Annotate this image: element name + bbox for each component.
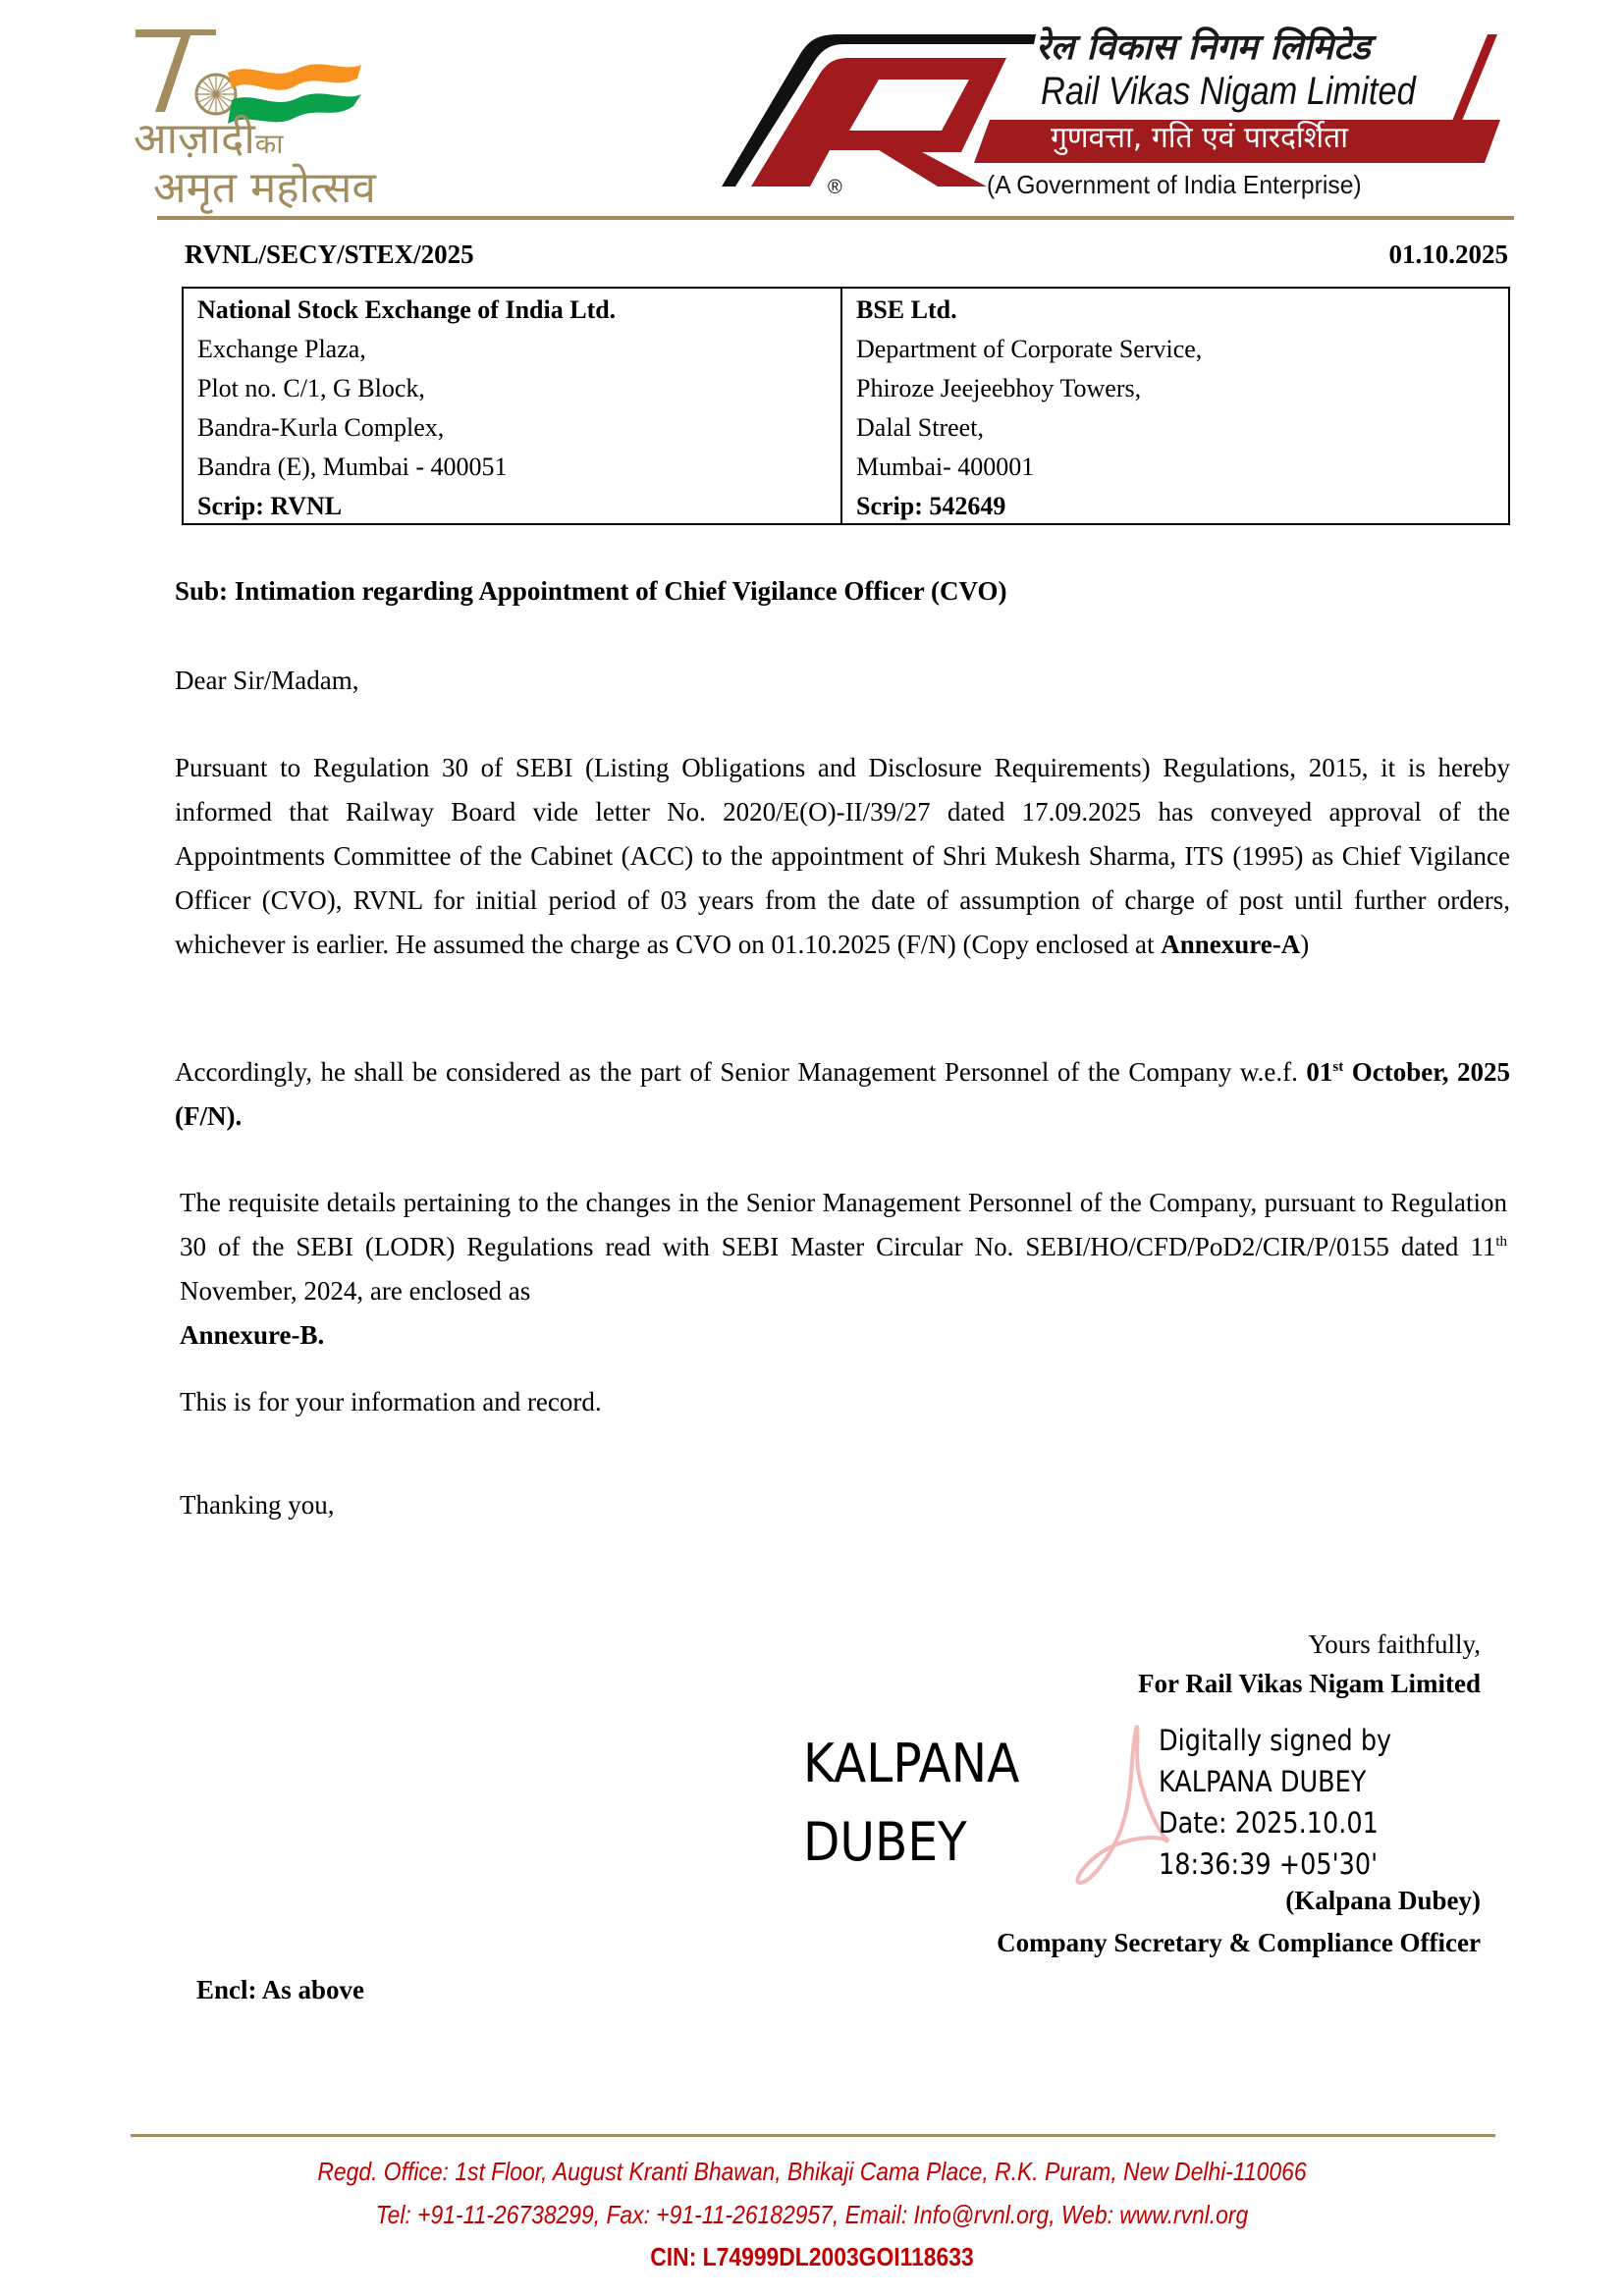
annexure-b-reference: Annexure-B. xyxy=(180,1320,325,1350)
footer-cin: CIN: L74999DL2003GOI118633 xyxy=(650,2242,974,2271)
addressee-name: National Stock Exchange of India Ltd. xyxy=(197,295,617,324)
for-company: For Rail Vikas Nigam Limited xyxy=(1137,1669,1481,1698)
address-line: Phiroze Jeejeebhoy Towers, xyxy=(856,374,1142,402)
address-line: Department of Corporate Service, xyxy=(856,335,1203,363)
digital-signature-name: KALPANA DUBEY xyxy=(803,1733,1020,1873)
effective-date: 01st October, 2025 (F/N). xyxy=(175,1057,1510,1131)
ka-text: का xyxy=(254,128,284,160)
thanking-line: Thanking you, xyxy=(180,1490,335,1520)
enclosure-note: Encl: As above xyxy=(196,1975,365,2004)
closing: Yours faithfully, xyxy=(1308,1629,1481,1659)
paragraph-requisite-details: The requisite details pertaining to the changes in the Senior Management Personnel of the Company, pursuant to Regulation 30 of the SEBI (LODR) Regulations read with SEBI Master Circular No. SEBI/HO/CFD/PoD2/CIR/P/0155 dated 11th November, 2024, are enclosed as Annexure-B. xyxy=(180,1188,1507,1350)
footer-divider xyxy=(131,2134,1495,2137)
addressee-name: BSE Ltd. xyxy=(856,295,957,324)
header-divider xyxy=(157,216,1514,220)
rvnl-logo xyxy=(712,25,1596,201)
registered-mark-icon: ® xyxy=(828,177,842,198)
address-line: Plot no. C/1, G Block, xyxy=(197,374,425,402)
letter-date: 01.10.2025 xyxy=(1388,240,1508,269)
annexure-a-reference: Annexure-A xyxy=(1161,930,1301,959)
address-line: Exchange Plaza, xyxy=(197,335,366,363)
footer-registered-office: Regd. Office: 1st Floor, August Kranti Bhawan, Bhikaji Cama Place, R.K. Puram, New Delhi-110066 xyxy=(317,2157,1307,2186)
address-line: Bandra-Kurla Complex, xyxy=(197,413,445,442)
amrit-mahotsav-text: अमृत महोत्सव xyxy=(153,163,376,213)
address-line: Mumbai- 400001 xyxy=(856,453,1035,481)
reference-number: RVNL/SECY/STEX/2025 xyxy=(185,240,474,269)
azadi-text: आज़ादी xyxy=(134,114,255,164)
addressee-table xyxy=(182,287,1510,525)
addressee-bse xyxy=(842,289,1508,523)
scrip-code: Scrip: RVNL xyxy=(197,492,343,520)
address-line: Bandra (E), Mumbai - 400051 xyxy=(197,453,508,481)
tagline-hindi: गुणवत्ता, गति एवं पारदर्शिता xyxy=(1051,121,1348,155)
company-name-english: Rail Vikas Nigam Limited xyxy=(1041,70,1416,113)
subject-line: Sub: Intimation regarding Appointment of Chief Vigilance Officer (CVO) xyxy=(175,576,1007,606)
paragraph-appointment: Pursuant to Regulation 30 of SEBI (Listing Obligations and Disclosure Requirements) Regulations, 2015, it is hereby informed that Railway Board vide letter No. 2020/E(O)-II/39/27 dated 17.09.2025 has conveyed approval of the Appointments Committee of the Cabinet (ACC) to the appointment of Shri Mukesh Sharma, ITS (1995) as Chief Vigilance Officer (CVO), RVNL for initial period of 03 years from the date of assumption of charge of post until further orders, whichever is earlier. He assumed the charge as CVO on 01.10.2025 (F/N) (Copy enclosed at Annexure-A) xyxy=(175,753,1510,959)
digital-signature-details: Digitally signed by KALPANA DUBEY Date: 2025.10.01 18:36:39 +05'30' xyxy=(1159,1724,1392,1881)
information-line: This is for your information and record. xyxy=(180,1387,602,1416)
address-line: Dalal Street, xyxy=(856,413,984,442)
signatory-title: Company Secretary & Compliance Officer xyxy=(997,1928,1481,1957)
salutation: Dear Sir/Madam, xyxy=(175,666,359,695)
government-enterprise-subtitle: (A Government of India Enterprise) xyxy=(987,170,1362,199)
company-name-hindi: रेल विकास निगम लिमिटेड xyxy=(1036,27,1371,68)
azadi-ka-amrit-mahotsav-logo xyxy=(126,22,420,213)
scrip-code: Scrip: 542649 xyxy=(856,492,1006,520)
paragraph-smp-effective: Accordingly, he shall be considered as the part of Senior Management Personnel of the Company w.e.f. 01st October, 2025 (F/N). xyxy=(175,1057,1510,1131)
footer-contact: Tel: +91-11-26738299, Fax: +91-11-26182957, Email: Info@rvnl.org, Web: www.rvnl.org xyxy=(375,2200,1249,2229)
addressee-nse xyxy=(184,289,842,523)
signatory-name: (Kalpana Dubey) xyxy=(1285,1886,1481,1915)
